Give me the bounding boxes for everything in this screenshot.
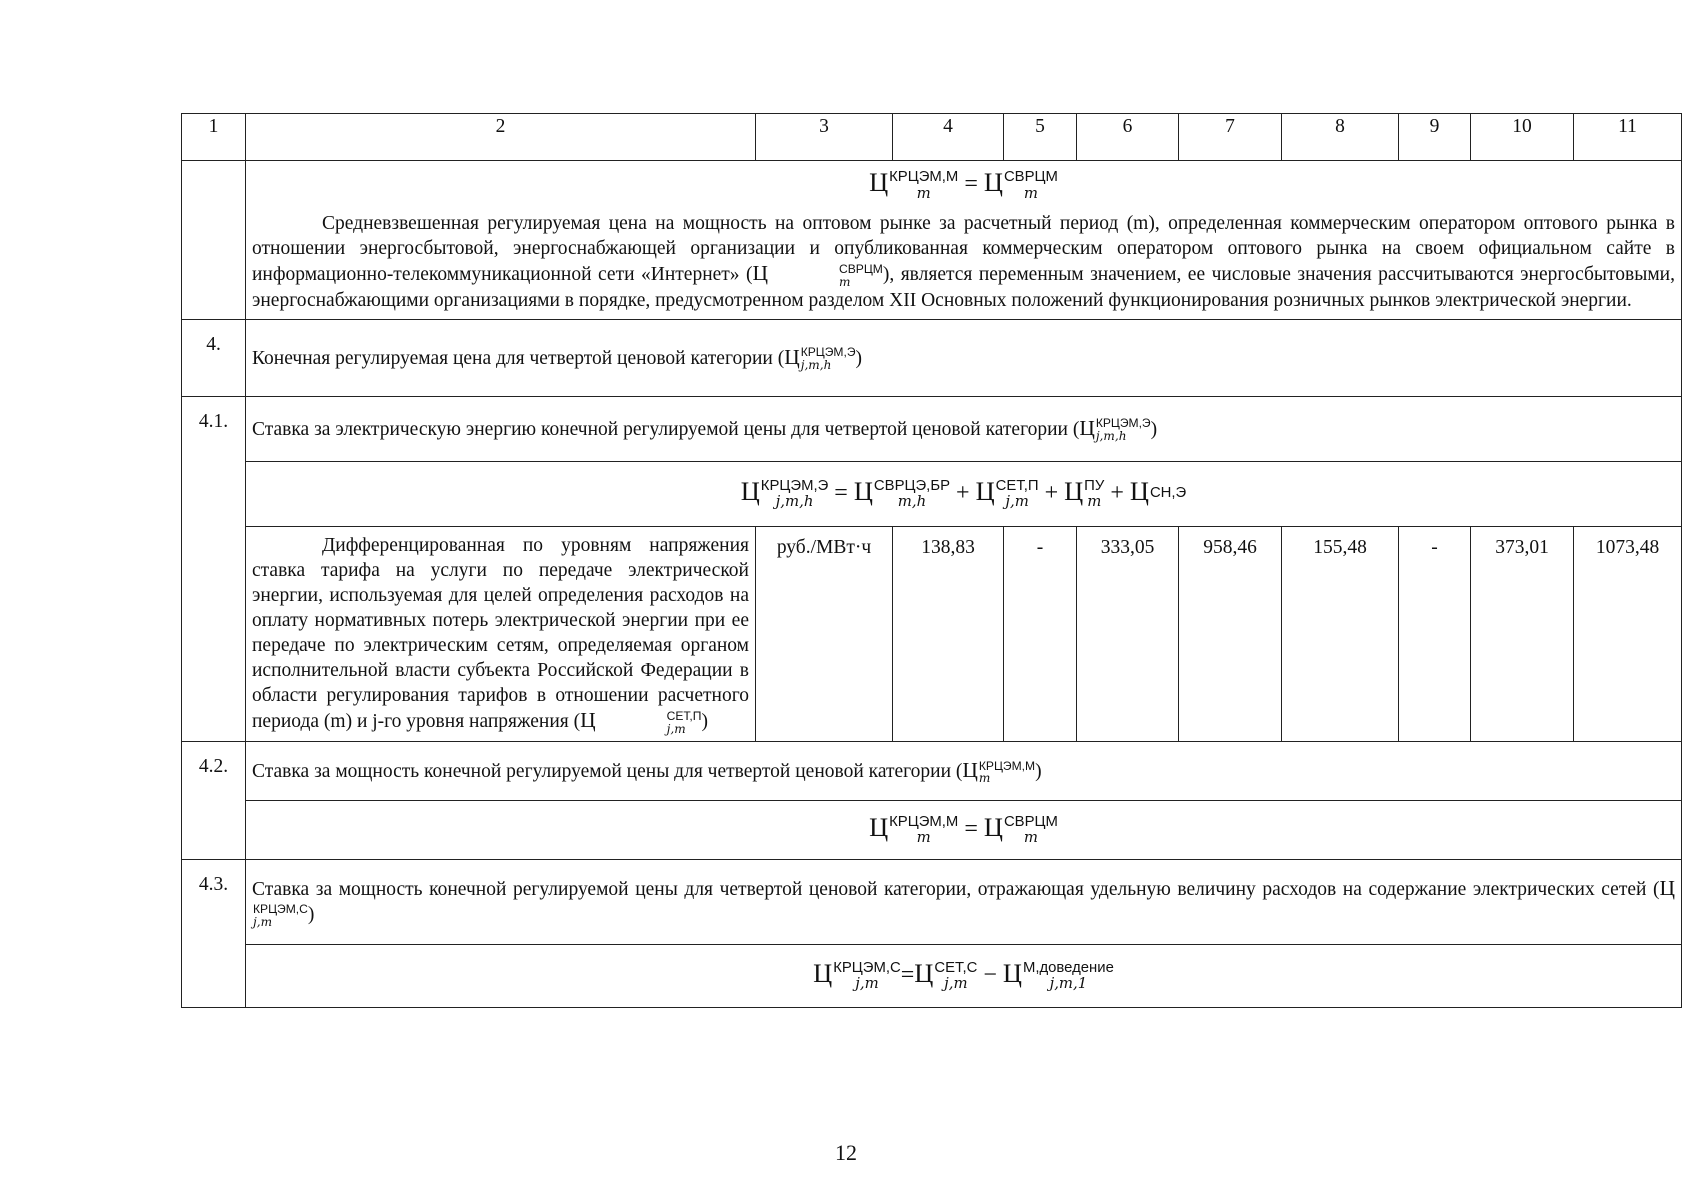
col-header: 9	[1399, 114, 1471, 161]
row-4-1-label: Ставка за электрическую энергию конечной регулируемой цены для четвертой ценовой категории (Ц КРЦЭМ,Э j,m,h )	[246, 397, 1682, 462]
value-cell: 958,46	[1179, 527, 1282, 742]
table-row	[182, 860, 1682, 945]
formula-network-rate: Ц КРЦЭМ,С j,m =Ц СЕТ,С j,m − Ц М,доведение j,m,1	[246, 945, 1682, 1008]
table-row	[182, 801, 1682, 860]
col-header: 6	[1077, 114, 1179, 161]
col-header: 1	[182, 114, 246, 161]
col-header: 8	[1282, 114, 1399, 161]
row-number: 4.2.	[182, 742, 246, 860]
col-header: 11	[1574, 114, 1682, 161]
empty-num-cell	[182, 161, 246, 320]
value-cell: 1073,48	[1574, 527, 1682, 742]
formula-power-price: Ц КРЦЭМ,М m = Ц СВРЦМ m	[246, 161, 1682, 212]
page-number: 12	[835, 1140, 857, 1165]
formula-power-rate: Ц КРЦЭМ,М m = Ц СВРЦМ m	[246, 801, 1682, 860]
row-4-2-label: Ставка за мощность конечной регулируемой цены для четвертой ценовой категории (Ц КРЦЭМ,М m )	[246, 742, 1682, 801]
col-header: 5	[1004, 114, 1077, 161]
row-number: 4.1.	[182, 397, 246, 742]
col-header: 3	[756, 114, 893, 161]
row-4-3-label: Ставка за мощность конечной регулируемой цены для четвертой ценовой категории, отражающая удельную величину расходов на содержание электрических сетей (Ц КРЦЭМ,С j,m )	[246, 860, 1682, 945]
col-header: 2	[246, 114, 756, 161]
value-cell: 155,48	[1282, 527, 1399, 742]
table-row	[182, 211, 1682, 320]
table-row	[182, 320, 1682, 397]
table-row	[182, 161, 1682, 212]
table-row	[182, 397, 1682, 462]
header-row	[182, 114, 1682, 161]
value-cell: 333,05	[1077, 527, 1179, 742]
col-header: 4	[893, 114, 1004, 161]
table-row	[182, 462, 1682, 527]
unit-cell: руб./МВт·ч	[756, 527, 893, 742]
tariff-description: Дифференцированная по уровням напряжения ставка тарифа на услуги по передаче электрической энергии, используемая для целей определения расходов на оплату нормативных потерь электрической энергии при ее передаче по электрическим сетям, определяемая органом исполнительной власти субъекта Российской Федерации в области регулирования тарифов в отношении расчетного периода (m) и j-го уровня напряжения (Ц СЕТ,П j,m )	[246, 527, 756, 742]
value-cell: 373,01	[1471, 527, 1574, 742]
col-header: 10	[1471, 114, 1574, 161]
row-4-label: Конечная регулируемая цена для четвертой ценовой категории (Ц КРЦЭМ,Э j,m,h )	[246, 320, 1682, 397]
row-number: 4.3.	[182, 860, 246, 1008]
value-cell: -	[1399, 527, 1471, 742]
formula-energy-rate: Ц КРЦЭМ,Э j,m,h = Ц СВРЦЭ,БР m,h + Ц СЕТ,П j,m + Ц ПУ m + Ц СН,Э	[246, 462, 1682, 527]
col-header: 7	[1179, 114, 1282, 161]
table-row	[182, 742, 1682, 801]
tariff-table	[181, 113, 1682, 1008]
value-cell: 138,83	[893, 527, 1004, 742]
description-paragraph: Средневзвешенная регулируемая цена на мощность на оптовом рынке за расчетный период (m), определенная коммерческим оператором оптового рынка в отношении энергосбытовой, энергоснабжающей организации и опубликованная коммерческим оператором оптового рынка на своем официальном сайте в информационно-телекоммуникационной сети «Интернет» (Ц СВРЦМ m ), является переменным значением, ее числовые значения рассчитываются энергосбытовыми, энергоснабжающими организациями в порядке, предусмотренном разделом XII Основных положений функционирования розничных рынков электрической энергии.	[246, 211, 1682, 320]
value-cell: -	[1004, 527, 1077, 742]
table-row	[182, 945, 1682, 1008]
table-row	[182, 527, 1682, 742]
row-number: 4.	[182, 320, 246, 397]
